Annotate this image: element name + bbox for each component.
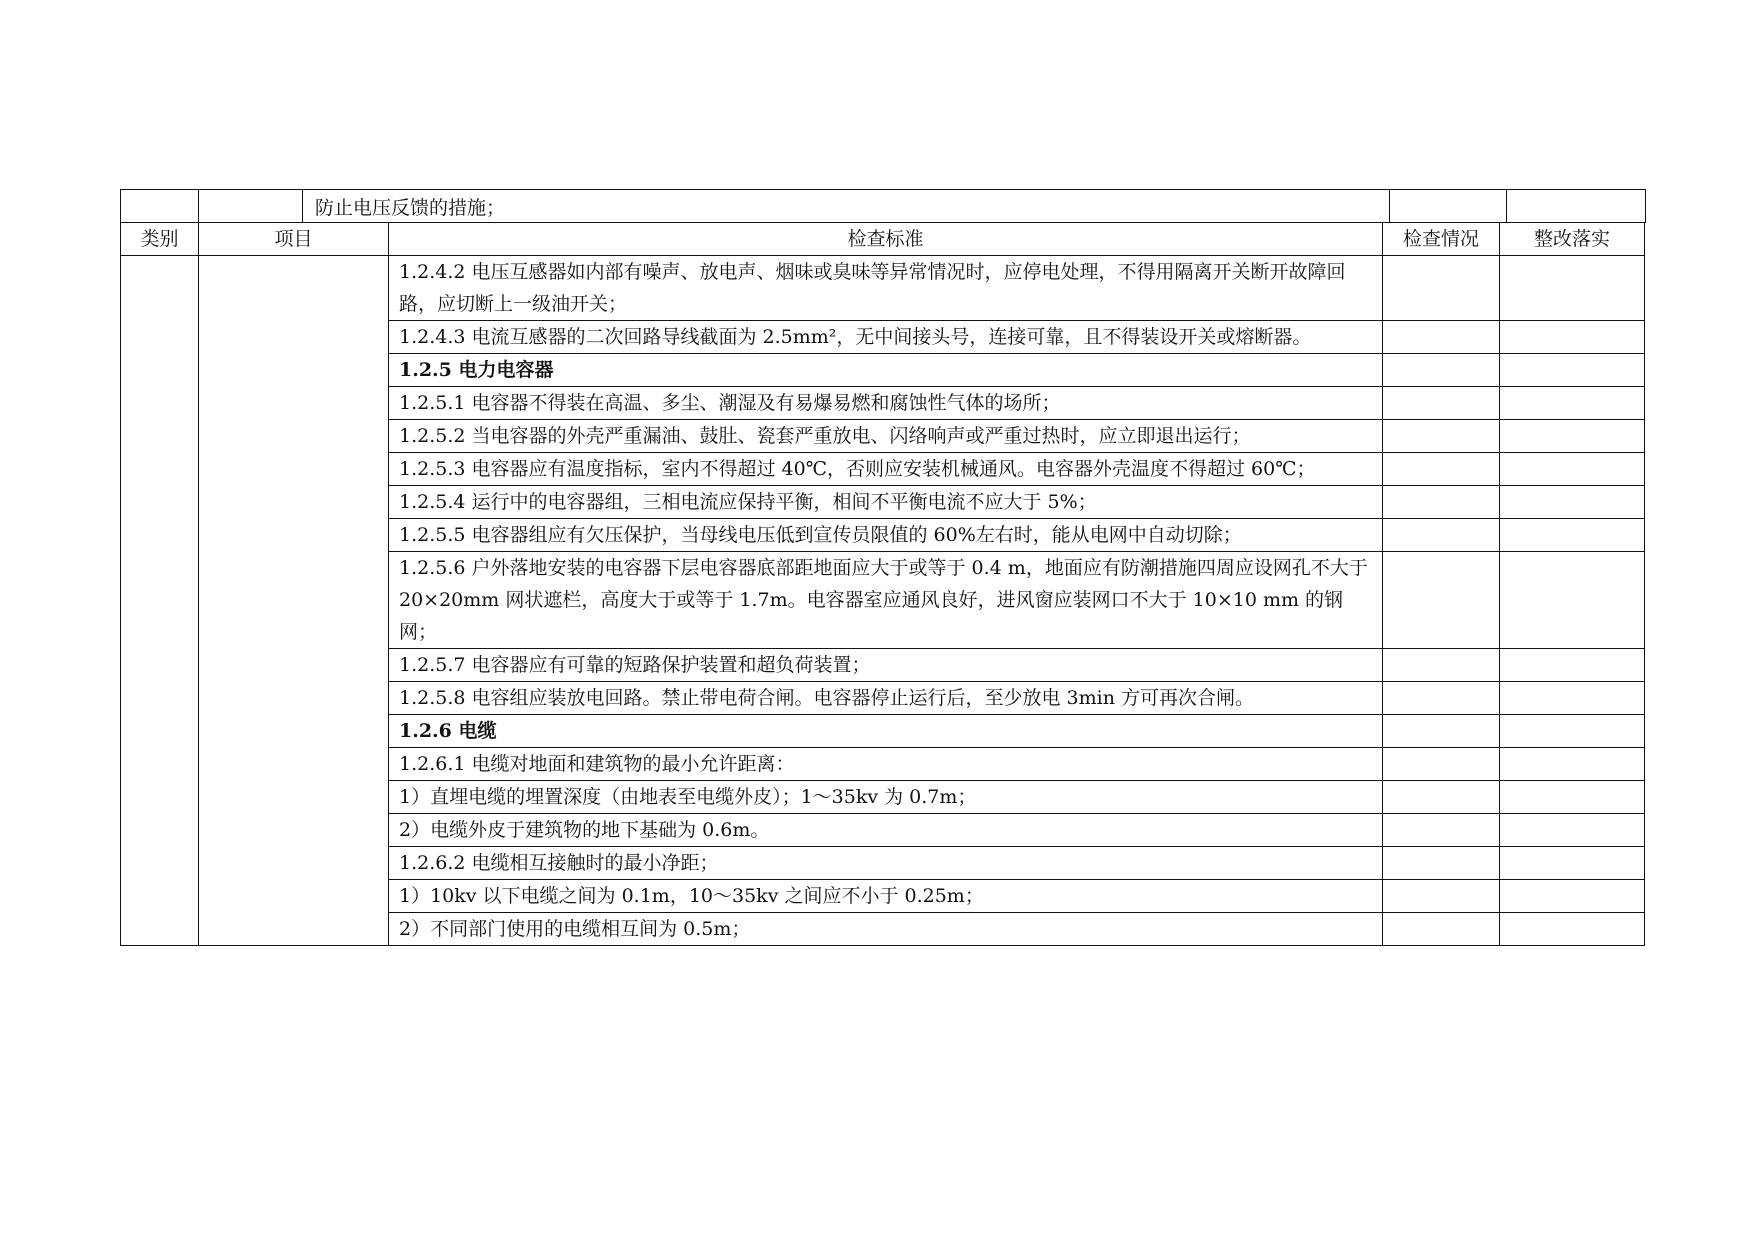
continuation-standard-cell: 防止电压反馈的措施； bbox=[303, 190, 1390, 223]
standard-cell: 2）电缆外皮于建筑物的地下基础为 0.6m。 bbox=[389, 814, 1383, 847]
rectification-cell[interactable] bbox=[1500, 552, 1645, 649]
continuation-item-cell bbox=[199, 190, 303, 223]
header-status: 检查情况 bbox=[1383, 223, 1500, 256]
continuation-rectification-cell bbox=[1507, 190, 1646, 223]
rectification-cell[interactable] bbox=[1500, 453, 1645, 486]
header-rectification: 整改落实 bbox=[1500, 223, 1645, 256]
status-cell[interactable] bbox=[1383, 682, 1500, 715]
rectification-cell[interactable] bbox=[1500, 682, 1645, 715]
standard-cell: 1.2.4.2 电压互感器如内部有噪声、放电声、烟味或臭味等异常情况时，应停电处理，不得用隔离开关断开故障回路，应切断上一级油开关； bbox=[389, 256, 1383, 321]
status-cell[interactable] bbox=[1383, 321, 1500, 354]
standard-cell: 1.2.5.4 运行中的电容器组，三相电流应保持平衡，相间不平衡电流不应大于 5%； bbox=[389, 486, 1383, 519]
standard-cell: 2）不同部门使用的电缆相互间为 0.5m； bbox=[389, 913, 1383, 946]
standard-cell: 1）直埋电缆的埋置深度（由地表至电缆外皮）；1～35kv 为 0.7m； bbox=[389, 781, 1383, 814]
rectification-cell[interactable] bbox=[1500, 847, 1645, 880]
standard-cell: 1.2.5.3 电容器应有温度指标，室内不得超过 40℃，否则应安装机械通风。电容器外壳温度不得超过 60℃； bbox=[389, 453, 1383, 486]
standard-cell: 1）10kv 以下电缆之间为 0.1m，10～35kv 之间应不小于 0.25m； bbox=[389, 880, 1383, 913]
inspection-table bbox=[120, 222, 1645, 946]
rectification-cell[interactable] bbox=[1500, 321, 1645, 354]
status-cell[interactable] bbox=[1383, 420, 1500, 453]
standard-cell: 1.2.5.6 户外落地安装的电容器下层电容器底部距地面应大于或等于 0.4 m，地面应有防潮措施四周应设网孔不大于 20×20mm 网状遮栏，高度大于或等于 1.7m。电容器室应通风良好，进风窗应装网口不大于 10×10 mm 的钢网； bbox=[389, 552, 1383, 649]
status-cell[interactable] bbox=[1383, 256, 1500, 321]
rectification-cell[interactable] bbox=[1500, 256, 1645, 321]
table-header-row bbox=[121, 223, 1645, 256]
rectification-cell[interactable] bbox=[1500, 748, 1645, 781]
status-cell[interactable] bbox=[1383, 715, 1500, 748]
continuation-table bbox=[120, 189, 1646, 223]
rectification-cell[interactable] bbox=[1500, 715, 1645, 748]
rectification-cell[interactable] bbox=[1500, 486, 1645, 519]
standard-cell: 1.2.5.8 电容组应装放电回路。禁止带电荷合闸。电容器停止运行后，至少放电 3min 方可再次合闸。 bbox=[389, 682, 1383, 715]
standard-cell: 1.2.5.1 电容器不得装在高温、多尘、潮湿及有易爆易燃和腐蚀性气体的场所； bbox=[389, 387, 1383, 420]
category-cell bbox=[121, 256, 199, 946]
rectification-cell[interactable] bbox=[1500, 814, 1645, 847]
rectification-cell[interactable] bbox=[1500, 913, 1645, 946]
rectification-cell[interactable] bbox=[1500, 354, 1645, 387]
standard-cell: 1.2.5 电力电容器 bbox=[389, 354, 1383, 387]
header-item: 项目 bbox=[199, 223, 389, 256]
header-standard: 检查标准 bbox=[389, 223, 1383, 256]
continuation-category-cell bbox=[121, 190, 199, 223]
standard-cell: 1.2.6.2 电缆相互接触时的最小净距； bbox=[389, 847, 1383, 880]
standard-cell: 1.2.5.5 电容器组应有欠压保护，当母线电压低到宣传员限值的 60%左右时，能从电网中自动切除； bbox=[389, 519, 1383, 552]
header-category: 类别 bbox=[121, 223, 199, 256]
status-cell[interactable] bbox=[1383, 486, 1500, 519]
table-row bbox=[121, 256, 1645, 321]
standard-cell: 1.2.5.7 电容器应有可靠的短路保护装置和超负荷装置； bbox=[389, 649, 1383, 682]
rectification-cell[interactable] bbox=[1500, 781, 1645, 814]
status-cell[interactable] bbox=[1383, 649, 1500, 682]
continuation-status-cell bbox=[1390, 190, 1507, 223]
status-cell[interactable] bbox=[1383, 354, 1500, 387]
rectification-cell[interactable] bbox=[1500, 420, 1645, 453]
standard-cell: 1.2.6 电缆 bbox=[389, 715, 1383, 748]
status-cell[interactable] bbox=[1383, 453, 1500, 486]
status-cell[interactable] bbox=[1383, 814, 1500, 847]
standard-cell: 1.2.5.2 当电容器的外壳严重漏油、鼓肚、瓷套严重放电、闪络响声或严重过热时，应立即退出运行； bbox=[389, 420, 1383, 453]
status-cell[interactable] bbox=[1383, 880, 1500, 913]
standard-cell: 1.2.6.1 电缆对地面和建筑物的最小允许距离： bbox=[389, 748, 1383, 781]
rectification-cell[interactable] bbox=[1500, 387, 1645, 420]
status-cell[interactable] bbox=[1383, 781, 1500, 814]
standard-cell: 1.2.4.3 电流互感器的二次回路导线截面为 2.5mm²，无中间接头号，连接可靠，且不得装设开关或熔断器。 bbox=[389, 321, 1383, 354]
continuation-row bbox=[121, 190, 1646, 223]
item-cell bbox=[199, 256, 389, 946]
rectification-cell[interactable] bbox=[1500, 649, 1645, 682]
rectification-cell[interactable] bbox=[1500, 880, 1645, 913]
table-body bbox=[121, 256, 1645, 946]
status-cell[interactable] bbox=[1383, 847, 1500, 880]
rectification-cell[interactable] bbox=[1500, 519, 1645, 552]
status-cell[interactable] bbox=[1383, 748, 1500, 781]
status-cell[interactable] bbox=[1383, 913, 1500, 946]
status-cell[interactable] bbox=[1383, 387, 1500, 420]
status-cell[interactable] bbox=[1383, 519, 1500, 552]
status-cell[interactable] bbox=[1383, 552, 1500, 649]
